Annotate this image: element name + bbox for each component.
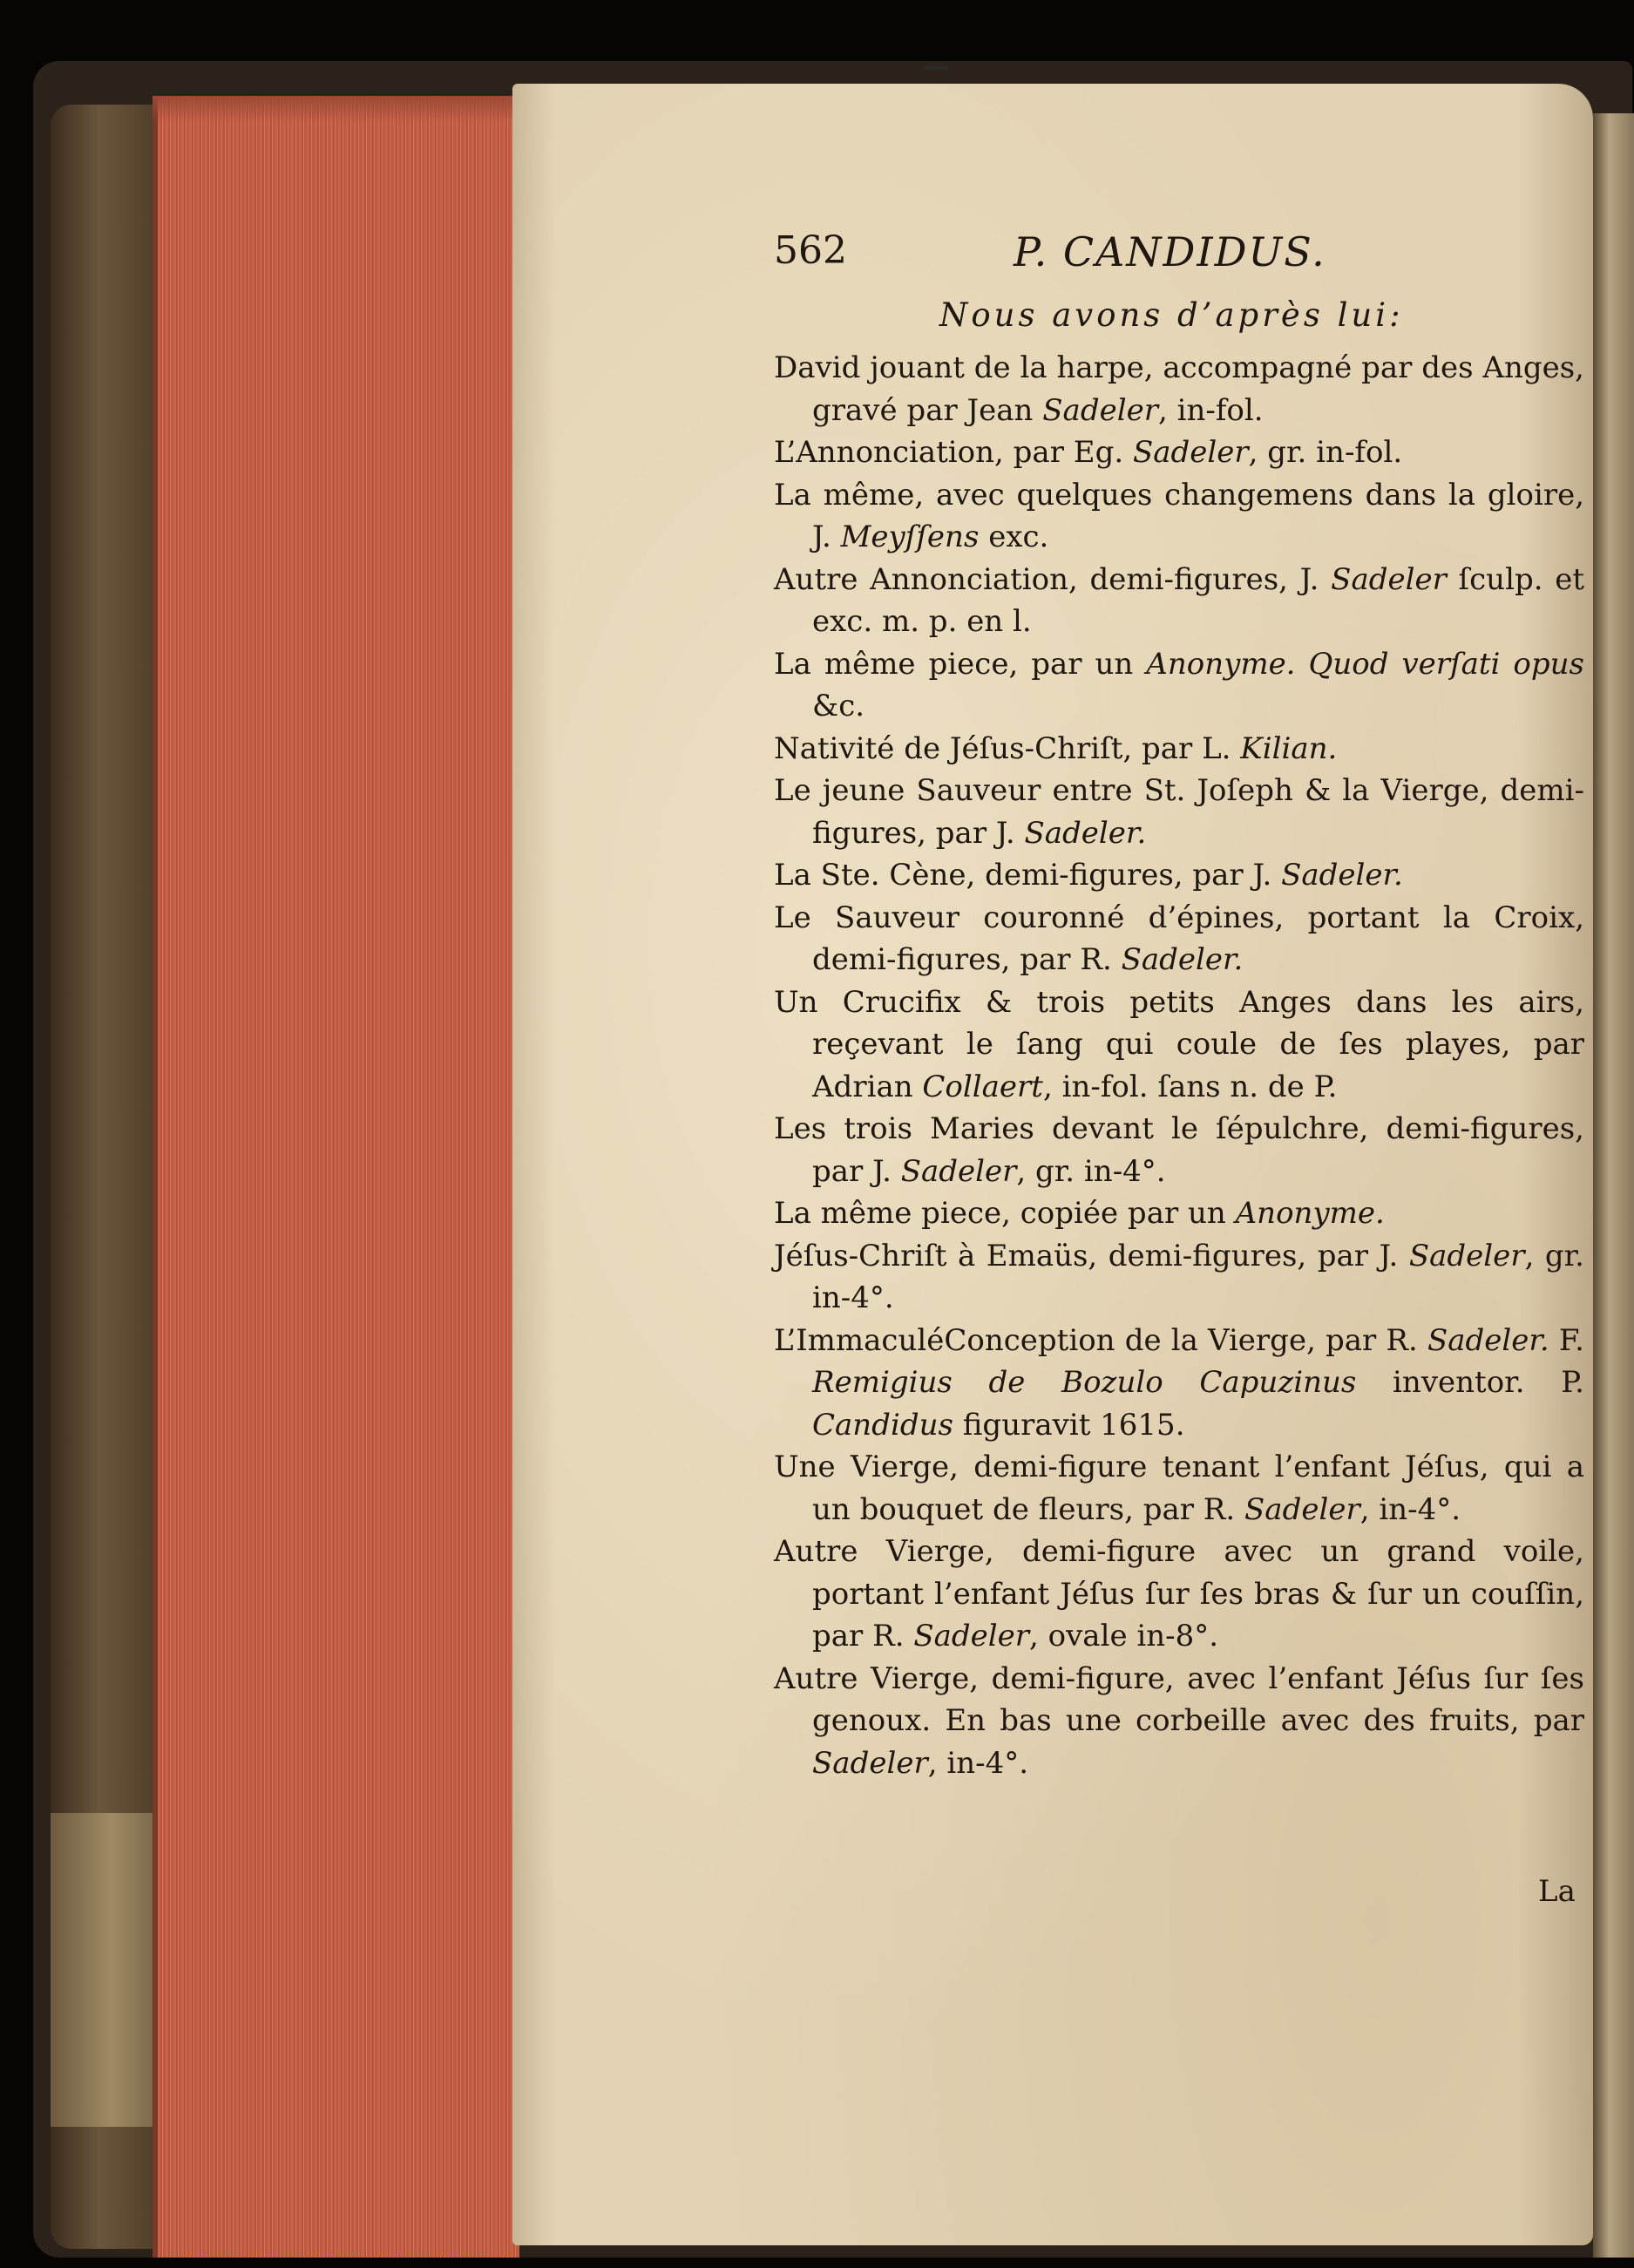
entry-text: La même piece, copiée par un [774,1196,1236,1231]
entry-text: Autre Vierge, demi-figure, avec l’enfant Jéſus ſur ſes genoux. En bas une corbeille avec des fruits, par [774,1660,1584,1738]
print-entry [774,981,1584,1109]
entry-italic-text: Sadeler [1331,561,1447,597]
print-entry [774,897,1584,981]
entry-text: ſculp. et exc. m. p. en l. [812,561,1585,639]
entry-italic-text: Sadeler. [1281,858,1403,893]
entry-italic-text: Sadeler [1042,392,1158,428]
facing-page-edge [1593,113,1634,2258]
print-entry [774,1658,1584,1785]
entry-italic-text: Candidus [812,1407,953,1443]
entry-text: , gr. in-fol. [1248,435,1403,470]
stray-mark [924,66,948,70]
entry-text: Jéſus-Chriſt à Emaüs, demi-figures, par J. [774,1238,1409,1273]
entry-text: Les trois Maries devant le ſépulchre, demi-figures, par J. [774,1111,1584,1189]
entry-text: La même piece, par un [774,646,1147,682]
entry-text: L’ImmaculéConception de la Vierge, par R. [774,1322,1427,1358]
page-number: 562 [774,228,847,273]
entry-text: &c. [812,689,865,723]
entry-text: La Ste. Cène, demi-figures, par J. [774,858,1282,893]
print-list [774,347,1584,1784]
entry-text: , gr. in-4°. [1016,1153,1166,1189]
entry-text: , gr. in-4°. [812,1238,1584,1315]
print-entry [774,643,1584,728]
page-edges-shadow [153,96,514,122]
entry-text: Nativité de Jéſus-Chriſt, par L. [774,730,1241,766]
entry-italic-text: Kilian. [1240,730,1338,766]
entry-text: Le Sauveur couronné d’épines, portant la Croix, demi-figures, par R. [774,900,1584,977]
print-entry [774,1446,1584,1531]
print-entry [774,1531,1584,1658]
print-entry [774,347,1584,431]
entry-italic-text: Sadeler. [1024,815,1147,851]
print-entry [774,854,1584,897]
entry-text: , in-4°. [927,1745,1029,1781]
entry-text: figuravit 1615. [953,1407,1185,1443]
print-entry [774,1108,1584,1192]
page-edges [153,96,519,2258]
entry-text: , in-fol. ſans n. de P. [1042,1069,1338,1104]
entry-text: inventor. P. [1356,1365,1584,1400]
print-entry [774,431,1584,474]
entry-text: Un Crucifix & trois petits Anges dans les airs, reçevant le ſang qui coule de ſes playes, par Adrian [774,984,1584,1104]
entry-text: , in-4°. [1359,1491,1461,1527]
page-content [774,228,1584,1784]
print-entry [774,1320,1584,1447]
entry-italic-text: Collaert [922,1069,1043,1104]
entry-text: L’Annonciation, par Eg. [774,435,1133,470]
entry-italic-text: Meyſſens [840,519,980,554]
entry-italic-text: Sadeler [1132,435,1249,470]
entry-text: Une Vierge, demi-figure tenant l’enfant Jéſus, qui a un bouquet de fleurs, par R. [774,1450,1584,1527]
entry-italic-text: Remigius de Bozulo Capuzinus [812,1365,1357,1400]
entry-italic-text: Sadeler [913,1619,1030,1653]
entry-italic-text: Sadeler. [1427,1322,1549,1358]
entry-italic-text: Anonyme. Quod verſati opus [1146,646,1584,682]
running-title: P. CANDIDUS. [1014,228,1326,275]
entry-text: , ovale in-8°. [1029,1619,1219,1653]
entry-text: F. [1549,1322,1584,1358]
entry-text: Autre Annonciation, demi-figures, J. [774,561,1332,597]
entry-italic-text: Sadeler [1408,1238,1525,1273]
entry-text: Autre Vierge, demi-figure avec un grand voile, portant l’enfant Jéſus ſur ſes bras & ſur un couſſin, par R. [774,1534,1584,1653]
section-subheading: Nous avons d’après lui: [939,296,1404,334]
print-entry [774,728,1584,771]
print-entry [774,474,1584,559]
page-header [774,228,1584,289]
entry-italic-text: Sadeler. [1121,942,1244,977]
entry-italic-text: Sadeler [812,1745,928,1781]
print-entry [774,1235,1584,1320]
print-entry [774,770,1584,854]
entry-italic-text: Anonyme. [1235,1196,1385,1231]
catchword: La [1538,1874,1576,1909]
print-entry [774,559,1584,643]
entry-text: Le jeune Sauveur entre St. Joſeph & la Vierge, demi-figures, par J. [774,773,1584,851]
entry-text: exc. [979,519,1049,554]
entry-italic-text: Sadeler [900,1153,1017,1189]
entry-text: La même, avec quelques changemens dans la gloire, J. [774,477,1584,554]
entry-italic-text: Sadeler [1244,1491,1360,1527]
print-entry [774,1192,1584,1235]
entry-text: , in-fol. [1157,392,1264,428]
entry-text: David jouant de la harpe, accompagné par des Anges, gravé par Jean [774,350,1584,428]
